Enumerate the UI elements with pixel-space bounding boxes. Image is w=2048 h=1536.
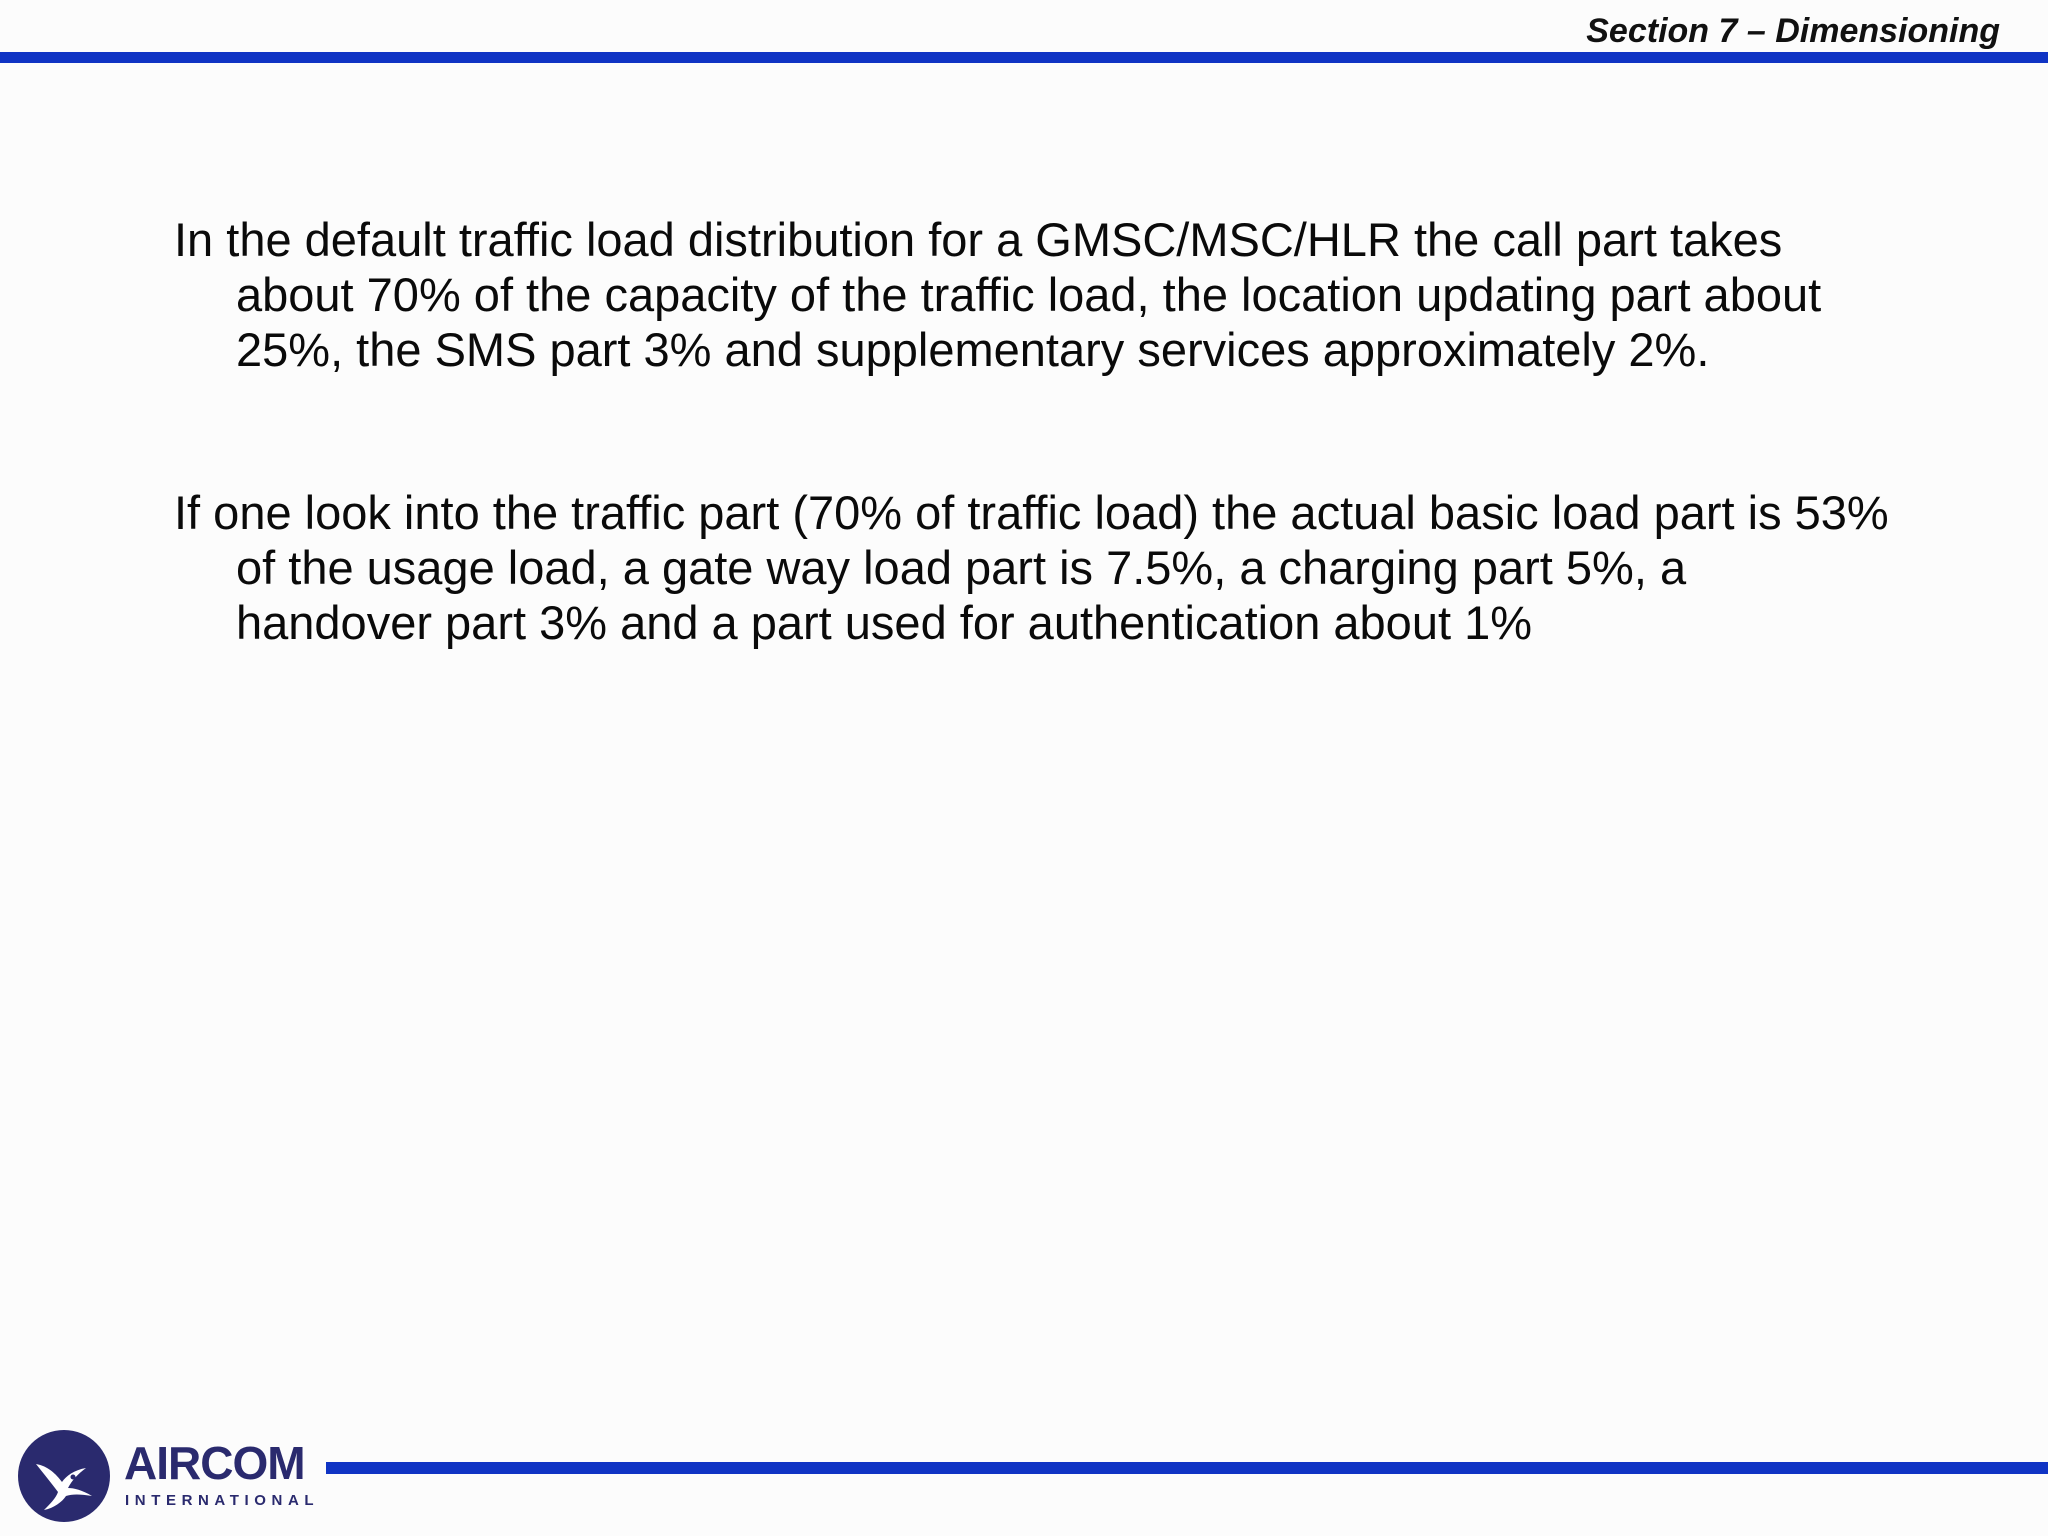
bird-icon bbox=[18, 1430, 110, 1522]
slide-body bbox=[174, 212, 1894, 650]
footer-divider bbox=[326, 1462, 2048, 1474]
logo-subtitle: INTERNATIONAL bbox=[125, 1492, 320, 1509]
paragraph-traffic-distribution: In the default traffic load distribution for a GMSC/MSC/HLR the call part takes about 70% of the capacity of the traffic load, the location updating part about 25%, the SMS part 3% and supplementary services approximately 2%. bbox=[174, 213, 1822, 376]
aircom-logo bbox=[18, 1430, 318, 1524]
section-title: Section 7 – Dimensioning bbox=[1586, 12, 2000, 50]
logo-wordmark: AIRCOM bbox=[124, 1437, 305, 1489]
paragraph-traffic-part-breakdown: If one look into the traffic part (70% of traffic load) the actual basic load part is 53% of the usage load, a gate way load part is 7.5%, a charging part 5%, a handover part 3% and a part used for authentication about 1% bbox=[174, 486, 1889, 649]
header-divider bbox=[0, 52, 2048, 63]
